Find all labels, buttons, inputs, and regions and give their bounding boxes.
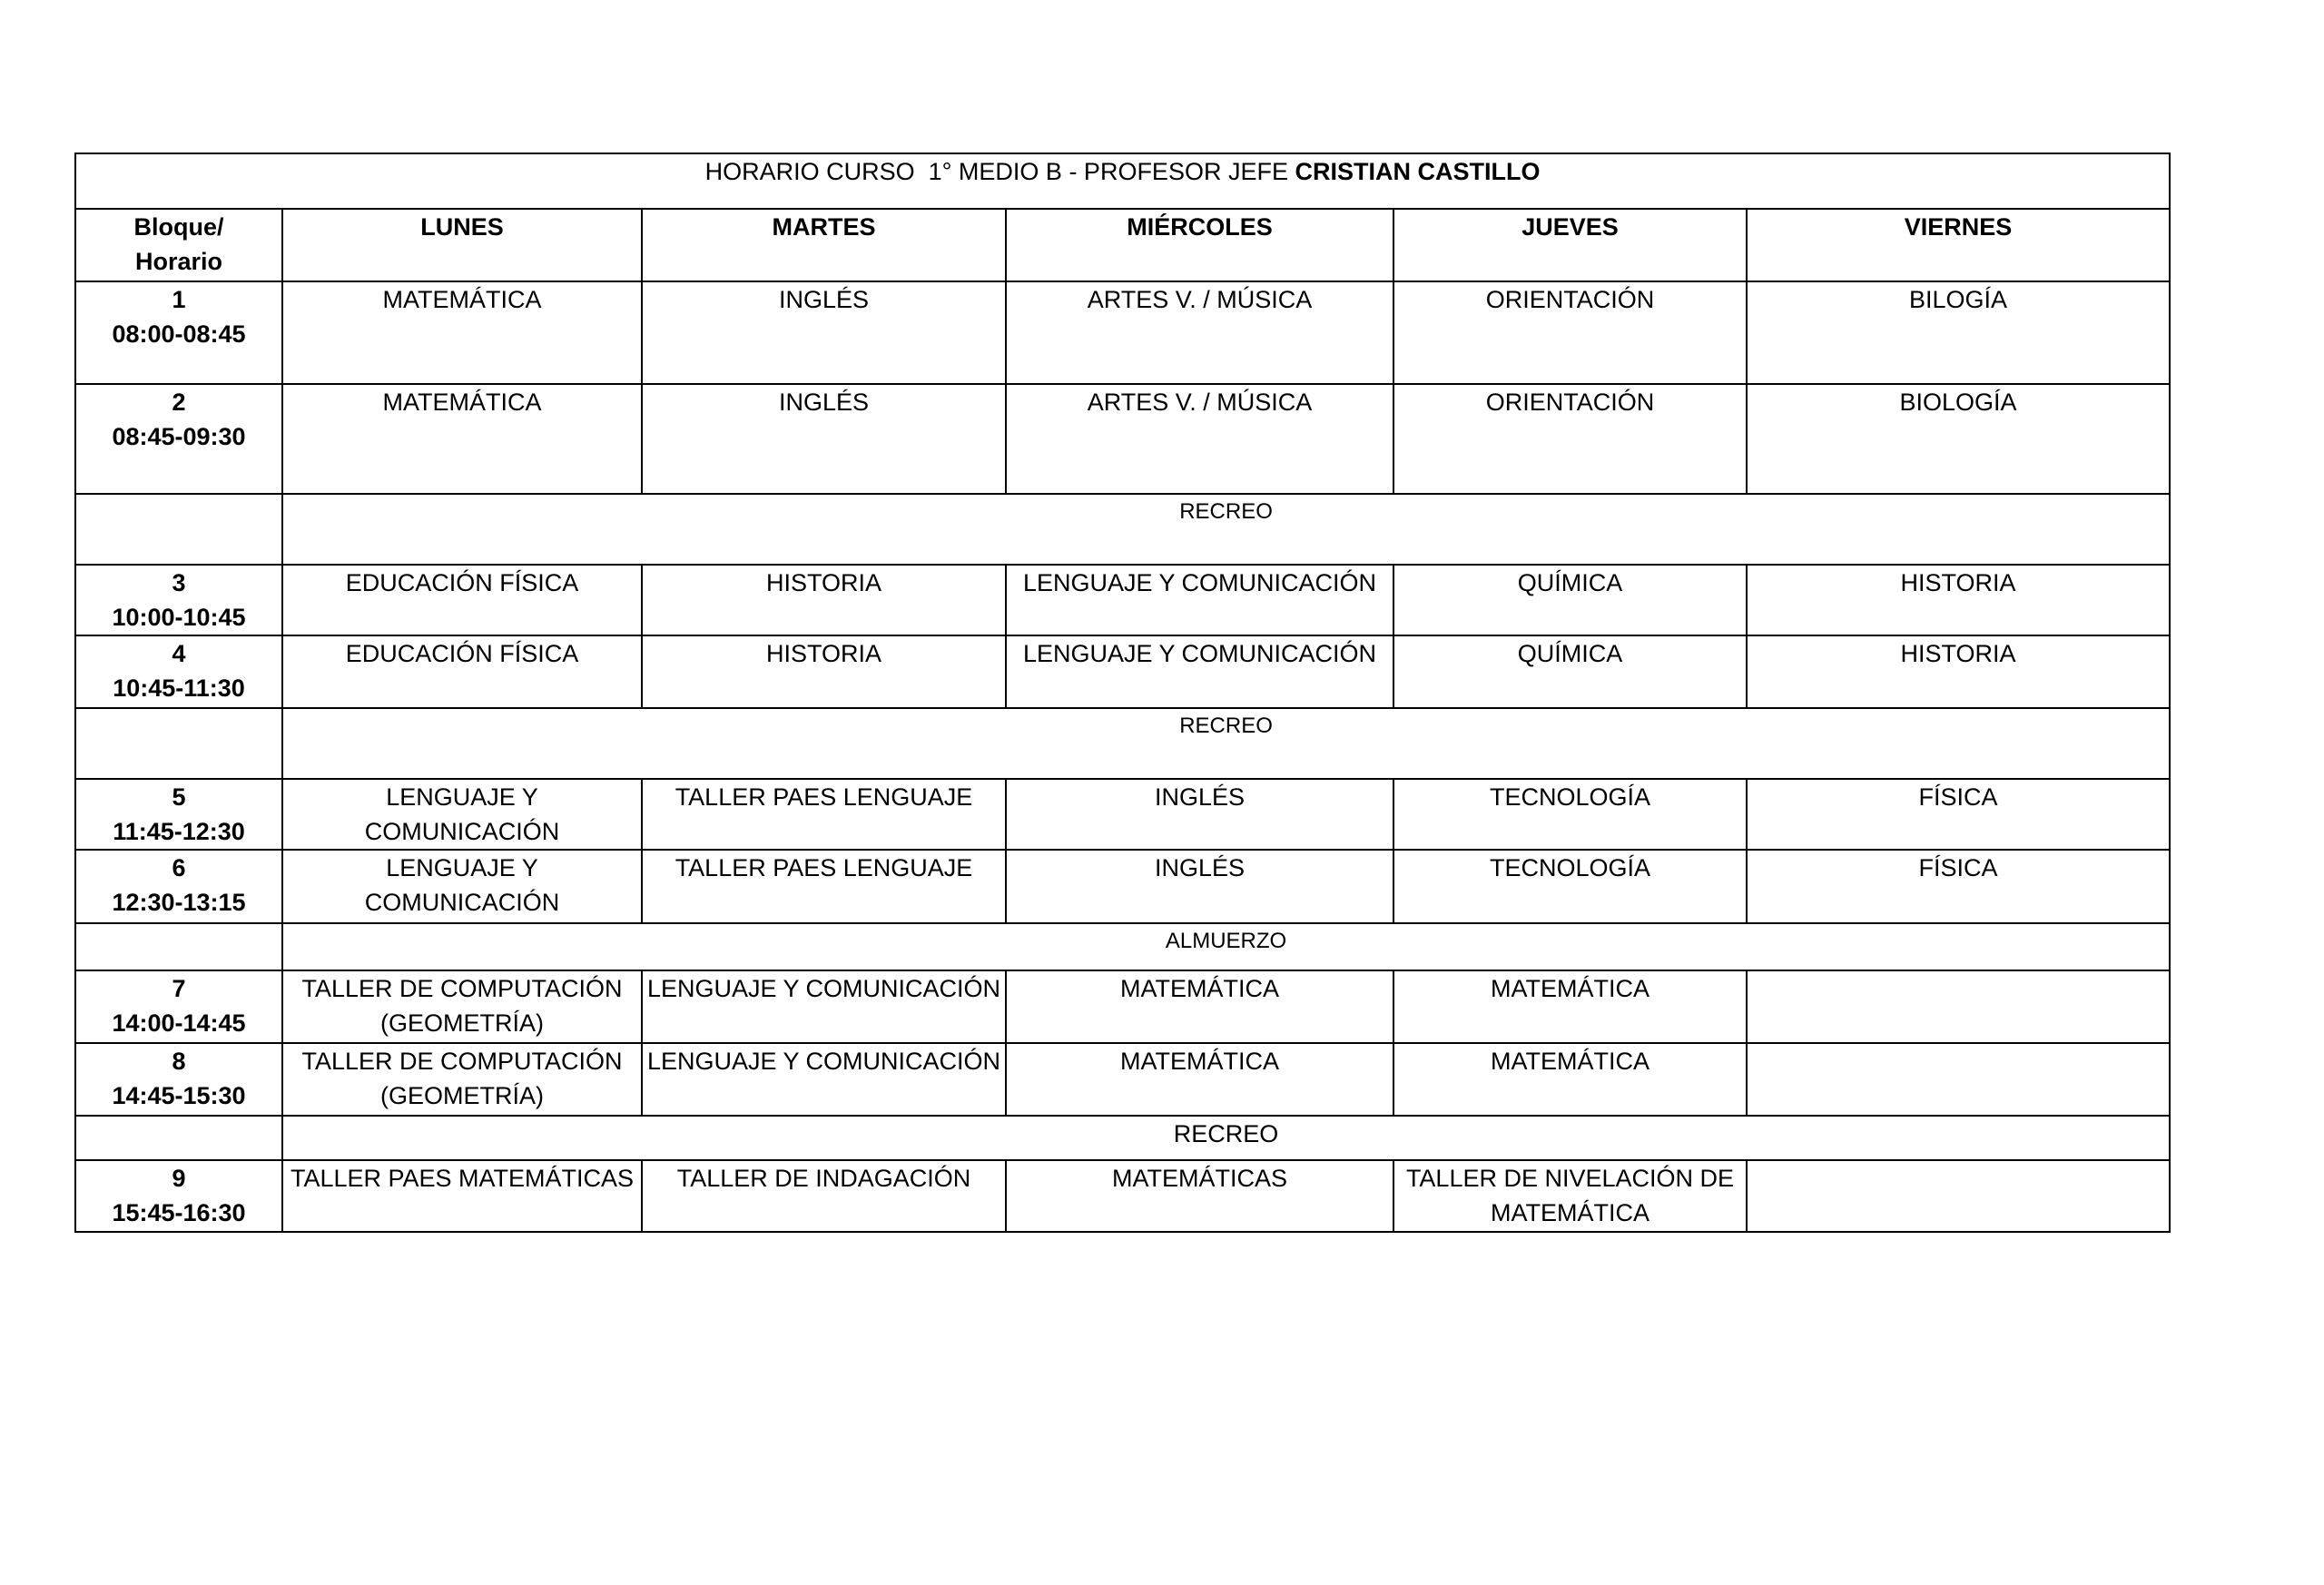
block-number: 6 [172, 854, 186, 881]
break-row [75, 494, 2170, 565]
title-row [75, 153, 2170, 209]
block-row [75, 635, 2170, 708]
block-number: 1 [172, 286, 186, 313]
subject-cell-jueves: TECNOLOGÍA [1393, 850, 1747, 923]
block-time-cell [75, 1043, 282, 1116]
subject-cell-martes: HISTORIA [642, 635, 1006, 708]
subject-cell-martes: TALLER PAES LENGUAJE [642, 850, 1006, 923]
block-time-cell [75, 1160, 282, 1232]
block-row [75, 1160, 2170, 1232]
break-empty-cell [75, 923, 282, 970]
subject-cell-martes: TALLER DE INDAGACIÓN [642, 1160, 1006, 1232]
block-time: 12:30-13:15 [112, 889, 246, 916]
block-time-cell [75, 384, 282, 494]
block-time: 10:00-10:45 [112, 604, 246, 631]
break-empty-cell [75, 494, 282, 565]
block-time-cell [75, 779, 282, 850]
break-empty-cell [75, 1116, 282, 1160]
subject-cell-jueves: QUÍMICA [1393, 565, 1747, 635]
block-time: 10:45-11:30 [113, 674, 245, 702]
break-label: RECREO [282, 1116, 2170, 1160]
subject-cell-lunes: LENGUAJE Y COMUNICACIÓN [282, 850, 642, 923]
schedule-title [75, 153, 2170, 209]
block-time-cell [75, 850, 282, 923]
schedule-table [74, 153, 2171, 1233]
subject-cell-viernes: BIOLOGÍA [1747, 384, 2170, 494]
block-number: 8 [172, 1048, 186, 1075]
block-time: 14:00-14:45 [112, 1009, 246, 1037]
subject-cell-lunes: MATEMÁTICA [282, 281, 642, 384]
header-day-lunes: LUNES [282, 209, 642, 281]
subject-cell-jueves: MATEMÁTICA [1393, 1043, 1747, 1116]
break-label: ALMUERZO [282, 923, 2170, 970]
subject-cell-lunes: EDUCACIÓN FÍSICA [282, 565, 642, 635]
subject-cell-miercoles: MATEMÁTICAS [1006, 1160, 1393, 1232]
subject-cell-martes: LENGUAJE Y COMUNICACIÓN [642, 970, 1006, 1043]
block-time: 08:00-08:45 [112, 320, 246, 348]
block-time: 14:45-15:30 [112, 1082, 246, 1109]
subject-cell-lunes: TALLER DE COMPUTACIÓN (GEOMETRÍA) [282, 1043, 642, 1116]
subject-cell-jueves: TALLER DE NIVELACIÓN DE MATEMÁTICA [1393, 1160, 1747, 1232]
header-horario-label: Horario [134, 248, 223, 275]
block-number: 2 [172, 389, 186, 416]
subject-cell-martes: LENGUAJE Y COMUNICACIÓN [642, 1043, 1006, 1116]
subject-cell-martes: TALLER PAES LENGUAJE [642, 779, 1006, 850]
subject-cell-lunes: MATEMÁTICA [282, 384, 642, 494]
subject-cell-jueves: ORIENTACIÓN [1393, 281, 1747, 384]
title-prefix: HORARIO CURSO 1° MEDIO B - PROFESOR JEFE [704, 158, 1295, 185]
block-row [75, 384, 2170, 494]
break-row [75, 1116, 2170, 1160]
subject-cell-viernes: BILOGÍA [1747, 281, 2170, 384]
block-number: 3 [172, 569, 186, 596]
subject-cell-viernes [1747, 1160, 2170, 1232]
subject-cell-miercoles: LENGUAJE Y COMUNICACIÓN [1006, 635, 1393, 708]
block-row [75, 1043, 2170, 1116]
block-row [75, 565, 2170, 635]
subject-cell-viernes: HISTORIA [1747, 635, 2170, 708]
block-row [75, 970, 2170, 1043]
subject-cell-miercoles: LENGUAJE Y COMUNICACIÓN [1006, 565, 1393, 635]
header-day-jueves: JUEVES [1393, 209, 1747, 281]
subject-cell-lunes: LENGUAJE Y COMUNICACIÓN [282, 779, 642, 850]
subject-cell-jueves: QUÍMICA [1393, 635, 1747, 708]
head-teacher-name: CRISTIAN CASTILLO [1295, 158, 1541, 185]
subject-cell-jueves: MATEMÁTICA [1393, 970, 1747, 1043]
subject-cell-viernes [1747, 1043, 2170, 1116]
subject-cell-viernes: FÍSICA [1747, 779, 2170, 850]
block-number: 4 [172, 640, 186, 667]
block-time-cell [75, 970, 282, 1043]
block-time: 11:45-12:30 [113, 818, 245, 845]
header-row [75, 209, 2170, 281]
break-label: RECREO [282, 494, 2170, 565]
subject-cell-viernes: HISTORIA [1747, 565, 2170, 635]
header-day-viernes: VIERNES [1747, 209, 2170, 281]
block-number: 7 [172, 975, 186, 1002]
block-row [75, 281, 2170, 384]
break-row [75, 923, 2170, 970]
subject-cell-lunes: TALLER PAES MATEMÁTICAS [282, 1160, 642, 1232]
subject-cell-martes: HISTORIA [642, 565, 1006, 635]
subject-cell-miercoles: ARTES V. / MÚSICA [1006, 281, 1393, 384]
block-number: 9 [172, 1165, 186, 1192]
block-time-cell [75, 635, 282, 708]
subject-cell-martes: INGLÉS [642, 281, 1006, 384]
subject-cell-miercoles: INGLÉS [1006, 779, 1393, 850]
header-day-miercoles: MIÉRCOLES [1006, 209, 1393, 281]
subject-cell-lunes: EDUCACIÓN FÍSICA [282, 635, 642, 708]
subject-cell-miercoles: MATEMÁTICA [1006, 970, 1393, 1043]
subject-cell-jueves: ORIENTACIÓN [1393, 384, 1747, 494]
block-row [75, 850, 2170, 923]
header-bloque-label: Bloque/ [133, 213, 224, 241]
block-time: 15:45-16:30 [112, 1199, 246, 1226]
break-empty-cell [75, 708, 282, 779]
subject-cell-lunes: TALLER DE COMPUTACIÓN (GEOMETRÍA) [282, 970, 642, 1043]
header-day-martes: MARTES [642, 209, 1006, 281]
subject-cell-miercoles: INGLÉS [1006, 850, 1393, 923]
header-bloque-horario [75, 209, 282, 281]
break-row [75, 708, 2170, 779]
subject-cell-jueves: TECNOLOGÍA [1393, 779, 1747, 850]
block-number: 5 [172, 783, 186, 811]
block-time-cell [75, 281, 282, 384]
subject-cell-viernes [1747, 970, 2170, 1043]
block-row [75, 779, 2170, 850]
break-label: RECREO [282, 708, 2170, 779]
subject-cell-viernes: FÍSICA [1747, 850, 2170, 923]
block-time-cell [75, 565, 282, 635]
block-time: 08:45-09:30 [112, 423, 246, 450]
subject-cell-martes: INGLÉS [642, 384, 1006, 494]
subject-cell-miercoles: MATEMÁTICA [1006, 1043, 1393, 1116]
subject-cell-miercoles: ARTES V. / MÚSICA [1006, 384, 1393, 494]
